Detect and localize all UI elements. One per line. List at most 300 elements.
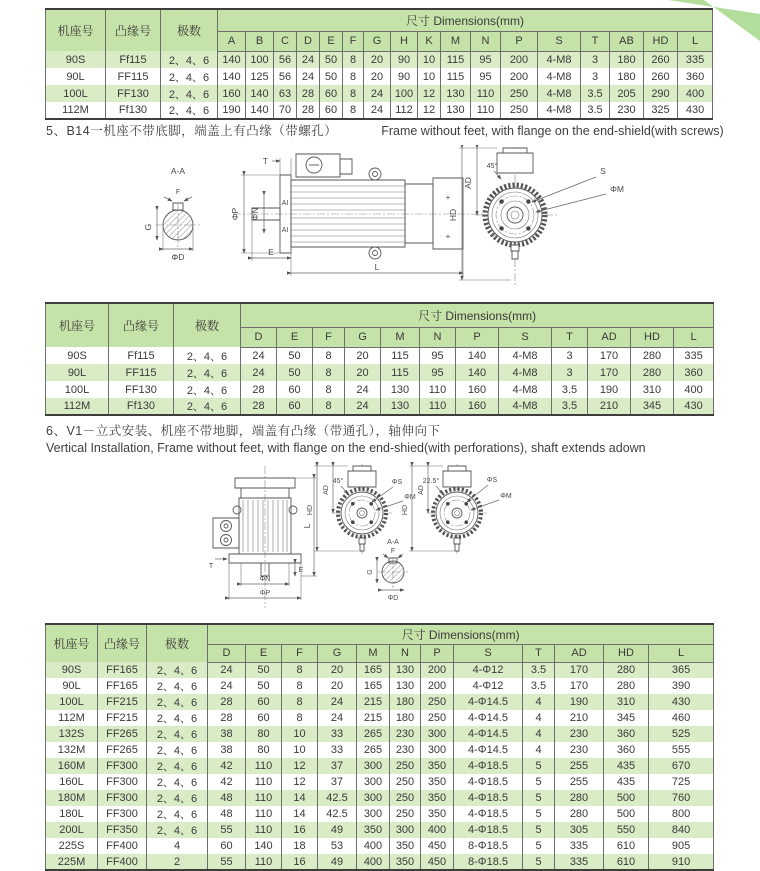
- table-cell: 5: [523, 790, 555, 806]
- table-cell: 5: [523, 854, 555, 870]
- table-cell: 5: [523, 806, 555, 822]
- table-cell: 390: [649, 678, 714, 694]
- table-cell: 110: [246, 822, 282, 838]
- table-cell: 3.5: [523, 678, 555, 694]
- table-cell: 3.5: [552, 398, 588, 415]
- dimension-column-header: L: [674, 327, 714, 347]
- table-cell: 55: [208, 854, 246, 870]
- table-cell: 49: [318, 854, 357, 870]
- table-cell: Ff115: [106, 51, 161, 68]
- table-cell: 180L: [46, 806, 98, 822]
- table-cell: FF265: [98, 742, 147, 758]
- table-cell: 112M: [46, 102, 106, 119]
- shaft-section-view: [367, 539, 408, 602]
- table-cell: FF215: [98, 694, 147, 710]
- table-cell: 3: [552, 347, 588, 364]
- table-cell: 140: [218, 68, 246, 85]
- table-cell: 2、4、6: [147, 726, 208, 742]
- table-cell: 165: [357, 678, 390, 694]
- table-cell: 4-M8: [499, 381, 552, 398]
- section-label: A-A: [387, 539, 399, 546]
- table-cell: 200L: [46, 822, 98, 838]
- table-cell: 725: [649, 774, 714, 790]
- table-cell: 165: [357, 662, 390, 678]
- table-cell: 3: [581, 51, 610, 68]
- table-b14-dimensions: [45, 8, 713, 120]
- column-header: 极数: [161, 9, 218, 51]
- table-cell: 800: [649, 806, 714, 822]
- table-row: [46, 51, 713, 68]
- table-cell: 2、4、6: [147, 790, 208, 806]
- table-cell: 10: [418, 68, 441, 85]
- table-cell: 2、4、6: [161, 51, 218, 68]
- table-cell: 112M: [46, 710, 98, 726]
- table-cell: 280: [555, 790, 604, 806]
- table-cell: 16: [282, 854, 318, 870]
- table-cell: 160: [456, 398, 499, 415]
- table-cell: 110: [420, 398, 456, 415]
- table-cell: FF300: [98, 806, 147, 822]
- table-cell: 760: [649, 790, 714, 806]
- dim-phis-label: ΦS: [391, 479, 403, 486]
- dim-phim-label: ΦM: [500, 493, 512, 500]
- dimension-column-header: M: [441, 31, 471, 51]
- table-cell: 170: [588, 347, 631, 364]
- dimension-column-header: AD: [588, 327, 631, 347]
- dimension-column-header: HD: [644, 31, 678, 51]
- table-cell: 190: [555, 694, 604, 710]
- table-cell: 250: [421, 710, 454, 726]
- table-cell: 95: [420, 364, 456, 381]
- table-cell: 42.5: [318, 806, 357, 822]
- table-cell: FF300: [98, 774, 147, 790]
- dimension-column-header: K: [418, 31, 441, 51]
- dimension-column-header: M: [381, 327, 420, 347]
- table-cell: 48: [208, 790, 246, 806]
- table-cell: 5: [523, 822, 555, 838]
- table-cell: 90: [391, 51, 418, 68]
- dim-ad-label: AD: [323, 485, 330, 495]
- table-cell: 28: [297, 102, 320, 119]
- dim-e-label: E: [268, 247, 274, 257]
- table-cell: 100L: [46, 381, 109, 398]
- table-cell: 225M: [46, 854, 98, 870]
- table-cell: 24: [208, 678, 246, 694]
- table-cell: 4-Φ14.5: [454, 694, 523, 710]
- dimension-column-header: N: [420, 327, 456, 347]
- table-cell: 230: [555, 726, 604, 742]
- table-cell: 260: [644, 68, 678, 85]
- dim-g-label: G: [367, 569, 374, 575]
- table-cell: 60: [320, 102, 343, 119]
- table-cell: 50: [246, 678, 282, 694]
- dimension-column-header: G: [318, 644, 357, 662]
- plus-mark: +: [445, 192, 451, 202]
- table-cell: 525: [649, 726, 714, 742]
- table-cell: 24: [208, 662, 246, 678]
- dim-f-label: F: [175, 189, 181, 196]
- table-cell: 550: [604, 822, 649, 838]
- table-cell: 8: [282, 662, 318, 678]
- dimension-column-header: L: [649, 644, 714, 662]
- table-cell: 24: [345, 381, 381, 398]
- table-cell: 2、4、6: [147, 806, 208, 822]
- table-cell: 115: [441, 51, 471, 68]
- table-cell: 360: [604, 742, 649, 758]
- table-cell: 2、4、6: [147, 678, 208, 694]
- dimension-column-header: L: [678, 31, 713, 51]
- table-cell: 2、4、6: [147, 662, 208, 678]
- dimension-column-header: F: [282, 644, 318, 662]
- table-cell: 140: [456, 364, 499, 381]
- table-cell: 350: [390, 854, 421, 870]
- table-row: [46, 710, 714, 726]
- table-cell: 3.5: [523, 662, 555, 678]
- dim-phim-label: ΦM: [610, 184, 624, 194]
- table-cell: 4-M8: [538, 102, 581, 119]
- table-cell: 132S: [46, 726, 98, 742]
- table-cell: 100L: [46, 85, 106, 102]
- dimension-column-header: AB: [610, 31, 644, 51]
- section6-heading: [46, 423, 646, 457]
- column-header: 机座号: [46, 303, 109, 347]
- dimensions-header: 尺寸 Dimensions(mm): [218, 9, 713, 31]
- table-cell: 90L: [46, 364, 109, 381]
- dimension-column-header: N: [390, 644, 421, 662]
- table-cell: 10: [418, 51, 441, 68]
- table-cell: 24: [318, 694, 357, 710]
- table-cell: 53: [318, 838, 357, 854]
- table-cell: 56: [274, 68, 297, 85]
- table-cell: 4: [523, 694, 555, 710]
- dimension-column-header: E: [277, 327, 313, 347]
- table-cell: 100: [391, 85, 418, 102]
- dimension-column-header: F: [313, 327, 345, 347]
- dim-f-label: F: [390, 548, 396, 555]
- table-cell: 18: [282, 838, 318, 854]
- table-cell: 90S: [46, 51, 106, 68]
- table-cell: 250: [390, 806, 421, 822]
- table-cell: 60: [246, 694, 282, 710]
- table-cell: FF130: [109, 381, 174, 398]
- table-cell: 8: [313, 364, 345, 381]
- table-cell: 140: [246, 85, 274, 102]
- table-cell: 90S: [46, 662, 98, 678]
- table-cell: 8: [343, 51, 364, 68]
- table-cell: 20: [345, 364, 381, 381]
- table-cell: 4-Φ14.5: [454, 726, 523, 742]
- table-cell: 2、4、6: [174, 347, 241, 364]
- table-row: [46, 678, 714, 694]
- table-cell: 190: [218, 102, 246, 119]
- table-cell: 200: [501, 68, 538, 85]
- table-cell: 4-Φ18.5: [454, 806, 523, 822]
- table-cell: 4-Φ14.5: [454, 742, 523, 758]
- table-cell: 90: [391, 68, 418, 85]
- table-cell: 14: [282, 790, 318, 806]
- table-cell: Ff130: [106, 102, 161, 119]
- table-cell: 840: [649, 822, 714, 838]
- table-cell: 4-Φ12: [454, 662, 523, 678]
- dimension-column-header: C: [274, 31, 297, 51]
- table-cell: 60: [277, 381, 313, 398]
- table-cell: 125: [246, 68, 274, 85]
- table-cell: 435: [604, 758, 649, 774]
- dim-g-label: G: [143, 223, 153, 231]
- table-cell: 170: [555, 678, 604, 694]
- table-cell: 4-Φ18.5: [454, 758, 523, 774]
- table-cell: 95: [471, 68, 501, 85]
- table-cell: 110: [246, 758, 282, 774]
- table-row: [46, 694, 714, 710]
- table-row: [46, 774, 714, 790]
- table-cell: 160M: [46, 758, 98, 774]
- dimension-column-header: G: [364, 31, 391, 51]
- table-cell: 430: [649, 694, 714, 710]
- table-cell: 170: [588, 364, 631, 381]
- table-cell: 50: [320, 51, 343, 68]
- section5-heading: [46, 123, 724, 140]
- table-cell: 90L: [46, 68, 106, 85]
- dimension-column-header: T: [581, 31, 610, 51]
- dimension-column-header: AD: [555, 644, 604, 662]
- table-row: [46, 806, 714, 822]
- table-cell: 140: [218, 51, 246, 68]
- table-cell: 215: [357, 694, 390, 710]
- table-cell: 55: [208, 822, 246, 838]
- table-row: [46, 742, 714, 758]
- table-cell: 300: [357, 806, 390, 822]
- dimension-column-header: S: [538, 31, 581, 51]
- column-header: 凸缘号: [106, 9, 161, 51]
- table-cell: 4-M8: [538, 68, 581, 85]
- table-cell: 8-Φ18.5: [454, 854, 523, 870]
- dimension-column-header: P: [421, 644, 454, 662]
- table-cell: 610: [604, 838, 649, 854]
- dim-t-label: T: [208, 563, 214, 570]
- table-cell: 350: [421, 806, 454, 822]
- column-header: 凸缘号: [98, 624, 147, 662]
- table-cell: 4-Φ14.5: [454, 710, 523, 726]
- table-cell: 305: [555, 822, 604, 838]
- dimension-column-header: S: [499, 327, 552, 347]
- section6-title-zh: 6、V1－立式安装、机座不带地脚，端盖有凸缘（带通孔），轴伸向下: [46, 424, 441, 438]
- dimension-column-header: N: [471, 31, 501, 51]
- table-cell: 20: [318, 662, 357, 678]
- dim-phip-label: ΦP: [230, 207, 240, 221]
- table-cell: 5: [523, 774, 555, 790]
- table-cell: 190: [588, 381, 631, 398]
- table-cell: 12: [282, 758, 318, 774]
- table-cell: FF400: [98, 838, 147, 854]
- table-cell: Ff115: [109, 347, 174, 364]
- table-cell: 70: [274, 102, 297, 119]
- table-cell: 2、4、6: [174, 381, 241, 398]
- plus-mark: +: [445, 231, 451, 241]
- table-cell: 80: [246, 726, 282, 742]
- table-cell: 180: [390, 710, 421, 726]
- table-cell: 160: [218, 85, 246, 102]
- table-cell: 610: [604, 854, 649, 870]
- table-cell: 225S: [46, 838, 98, 854]
- table-row: [46, 726, 714, 742]
- dimension-column-header: P: [501, 31, 538, 51]
- table-cell: 8: [282, 678, 318, 694]
- table-cell: 200: [501, 51, 538, 68]
- table-cell: 42.5: [318, 790, 357, 806]
- table-cell: 20: [364, 51, 391, 68]
- table-cell: 180M: [46, 790, 98, 806]
- table-cell: 2、4、6: [147, 694, 208, 710]
- table-cell: 280: [631, 347, 674, 364]
- table-cell: 10: [282, 742, 318, 758]
- table-cell: 60: [320, 85, 343, 102]
- table-cell: 20: [345, 347, 381, 364]
- table-cell: 130: [390, 662, 421, 678]
- table-cell: 290: [644, 85, 678, 102]
- dim-ad-label: AD: [418, 485, 425, 495]
- table-cell: 400: [421, 822, 454, 838]
- dimension-column-header: D: [297, 31, 320, 51]
- table-cell: 2、4、6: [174, 364, 241, 381]
- table-cell: 50: [320, 68, 343, 85]
- table-cell: 132M: [46, 742, 98, 758]
- table-cell: 400: [674, 381, 714, 398]
- table-row: [46, 854, 714, 870]
- table-cell: 100L: [46, 694, 98, 710]
- table-cell: 4-M8: [538, 85, 581, 102]
- table-cell: 140: [456, 347, 499, 364]
- table-cell: 37: [318, 758, 357, 774]
- dim-phip-label: ΦP: [259, 590, 271, 597]
- table-cell: 2、4、6: [161, 68, 218, 85]
- table-cell: 310: [604, 694, 649, 710]
- table-cell: 250: [501, 102, 538, 119]
- table-cell: 8: [343, 68, 364, 85]
- table-cell: 28: [208, 710, 246, 726]
- table-cell: 110: [471, 85, 501, 102]
- table-cell: 2、4、6: [147, 774, 208, 790]
- dim-phid-label: ΦD: [387, 595, 399, 602]
- section5-title-zh: 5、B14一机座不带底脚，端盖上有凸缘（带螺孔）: [46, 124, 338, 138]
- dim-ai-label: AI: [281, 200, 289, 207]
- table-cell: 350: [390, 838, 421, 854]
- table-cell: 140: [246, 838, 282, 854]
- shaft-section-view: [143, 166, 200, 262]
- table-cell: 250: [390, 790, 421, 806]
- table-cell: 160: [456, 381, 499, 398]
- table-cell: 4: [523, 742, 555, 758]
- table-cell: 3.5: [581, 102, 610, 119]
- table-cell: 130: [441, 85, 471, 102]
- angle-45-label: 45°: [332, 478, 344, 485]
- table-cell: 20: [318, 678, 357, 694]
- table-cell: 48: [208, 806, 246, 822]
- dim-phim-label: ΦM: [404, 494, 416, 501]
- table-cell: 12: [418, 85, 441, 102]
- dimensions-header: 尺寸 Dimensions(mm): [208, 624, 714, 644]
- table-cell: 300: [357, 758, 390, 774]
- table-cell: 3.5: [552, 381, 588, 398]
- angle-45-label: 45°: [486, 163, 498, 170]
- table-row: [46, 85, 713, 102]
- table-row: [46, 381, 714, 398]
- table-cell: 20: [364, 68, 391, 85]
- dim-phid-label: ΦD: [171, 252, 185, 262]
- dimension-column-header: B: [246, 31, 274, 51]
- table-cell: 2、4、6: [174, 398, 241, 415]
- table-cell: 435: [604, 774, 649, 790]
- table-cell: 63: [274, 85, 297, 102]
- table-cell: 905: [649, 838, 714, 854]
- dimension-column-header: HD: [631, 327, 674, 347]
- dimension-column-header: S: [454, 644, 523, 662]
- table-cell: 555: [649, 742, 714, 758]
- table-cell: 100: [246, 51, 274, 68]
- table-cell: FF215: [98, 710, 147, 726]
- table-cell: 24: [241, 347, 277, 364]
- table-cell: 37: [318, 774, 357, 790]
- table-cell: 4-Φ12: [454, 678, 523, 694]
- table-cell: 12: [418, 102, 441, 119]
- table-cell: 250: [501, 85, 538, 102]
- table-cell: 130: [381, 381, 420, 398]
- dim-hd-label: HD: [402, 504, 409, 516]
- table-cell: 670: [649, 758, 714, 774]
- table-cell: 8: [282, 694, 318, 710]
- dimension-column-header: G: [345, 327, 381, 347]
- table-cell: 500: [604, 806, 649, 822]
- dim-ad-label: AD: [463, 177, 473, 189]
- table-row: [46, 68, 713, 85]
- section6-title-en: Vertical Installation, Frame without feet, with flange on the end-shied(with perforations), shaft extends adown: [46, 441, 646, 455]
- table-row: [46, 758, 714, 774]
- table-cell: 170: [555, 662, 604, 678]
- table-cell: 210: [555, 710, 604, 726]
- table-cell: 33: [318, 726, 357, 742]
- table-cell: 60: [277, 398, 313, 415]
- table-cell: 350: [421, 774, 454, 790]
- table-cell: 360: [604, 726, 649, 742]
- table-cell: 110: [246, 790, 282, 806]
- table-cell: 335: [555, 854, 604, 870]
- table-cell: 110: [471, 102, 501, 119]
- table-cell: 345: [604, 710, 649, 726]
- dim-phis-label: ΦS: [486, 477, 498, 484]
- table-cell: 280: [631, 364, 674, 381]
- table-cell: 4: [523, 726, 555, 742]
- dimension-column-header: T: [552, 327, 588, 347]
- dimension-column-header: A: [218, 31, 246, 51]
- table-cell: 230: [555, 742, 604, 758]
- table-row: [46, 398, 714, 415]
- dim-l-label: L: [374, 262, 380, 272]
- table-cell: 365: [649, 662, 714, 678]
- column-header: 极数: [174, 303, 241, 347]
- table-cell: FF130: [106, 85, 161, 102]
- dim-phin-label: ΦN: [250, 207, 260, 221]
- table-cell: 49: [318, 822, 357, 838]
- table-cell: 28: [241, 398, 277, 415]
- table-cell: 24: [297, 51, 320, 68]
- table-cell: 4-M8: [538, 51, 581, 68]
- front-view-45: [307, 464, 416, 554]
- table-cell: 255: [555, 758, 604, 774]
- dim-t-label: T: [262, 156, 268, 166]
- dim-phin-label: ΦN: [259, 576, 271, 583]
- table-cell: 28: [241, 381, 277, 398]
- table-cell: 130: [390, 678, 421, 694]
